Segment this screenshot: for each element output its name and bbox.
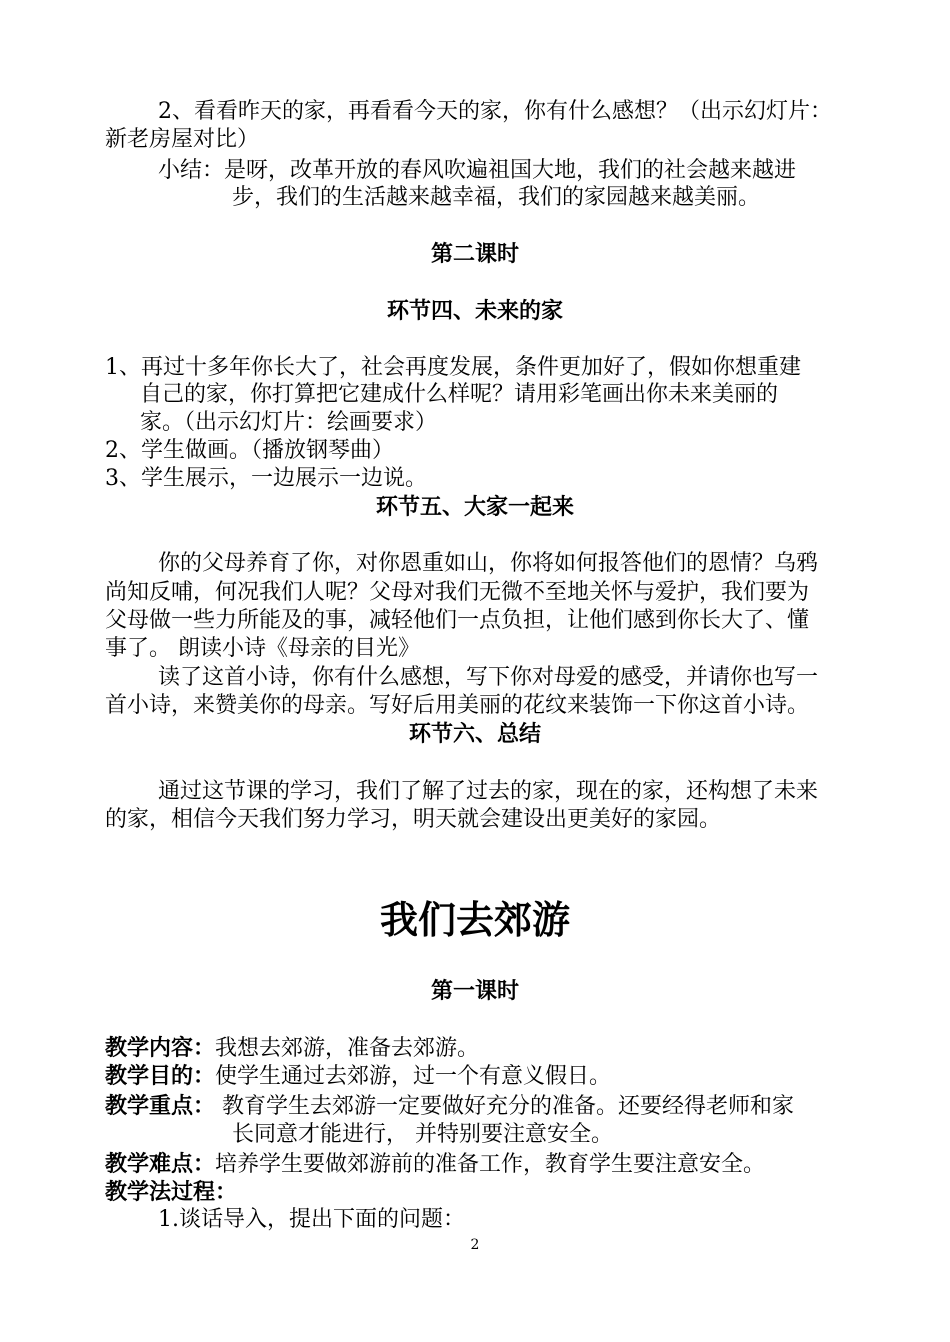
plan-key-label: 教学重点： — [105, 1093, 216, 1119]
paragraph-line: 2、看看昨天的家，再看看今天的家，你有什么感想？（出示幻灯片： — [158, 99, 832, 124]
plan-difficulty-row — [105, 1149, 765, 1180]
plan-goal-text: 使学生通过去郊游，过一个有意义假日。 — [215, 1064, 612, 1089]
plan-process-label: 教学法过程： — [105, 1179, 238, 1205]
lesson-title: 我们去郊游 — [379, 897, 570, 942]
plan-content-label: 教学内容： — [105, 1035, 216, 1061]
paragraph-line: 新老房屋对比） — [105, 127, 260, 152]
lesson-one-heading: 第一课时 — [430, 978, 519, 1004]
plan-key-text: 教育学生去郊游一定要做好充分的准备。还要经得老师和家 — [215, 1094, 795, 1119]
list-item-line: 家。（出示幻灯片：绘画要求） — [140, 410, 438, 435]
list-item: 3、学生展示，一边展示一边说。 — [105, 466, 427, 491]
plan-goal-label: 教学目的： — [105, 1063, 216, 1089]
plan-difficulty-text: 培养学生要做郊游前的准备工作，教育学生要注意安全。 — [215, 1152, 766, 1177]
paragraph-line: 读了这首小诗，你有什么感想，写下你对母爱的感受，并请你也写一 — [158, 665, 819, 690]
paragraph-line: 通过这节课的学习，我们了解了过去的家，现在的家，还构想了未来 — [158, 779, 819, 804]
page-number: 2 — [470, 1237, 480, 1253]
plan-process-item: 1.谈话导入，提出下面的问题： — [158, 1207, 465, 1232]
plan-content-text: 我想去郊游，准备去郊游。 — [215, 1036, 480, 1061]
plan-content-row — [105, 1033, 479, 1064]
plan-difficulty-label: 教学难点： — [105, 1151, 216, 1177]
summary-line: 小结：是呀，改革开放的春风吹遍祖国大地，我们的社会越来越进 — [158, 158, 797, 183]
plan-key-text-continued: 长同意才能进行， 并特别要注意安全。 — [232, 1122, 613, 1147]
paragraph-line: 的家，相信今天我们努力学习，明天就会建设出更美好的家园。 — [105, 807, 722, 832]
list-item-line: 1、再过十多年你长大了，社会再度发展，条件更加好了，假如你想重建 — [105, 355, 801, 380]
summary-line: 步，我们的生活越来越幸福，我们的家园越来越美丽。 — [232, 185, 761, 210]
list-item-line: 自己的家，你打算把它建成什么样呢？请用彩笔画出你未来美丽的 — [140, 382, 779, 407]
list-item: 2、学生做画。（播放钢琴曲） — [105, 438, 394, 463]
paragraph-line: 你的父母养育了你，对你恩重如山，你将如何报答他们的恩情？乌鸦 — [158, 551, 819, 576]
paragraph-line: 父母做一些力所能及的事，减轻他们一点负担，让他们感到你长大了、懂 — [105, 608, 810, 633]
plan-key-row — [105, 1091, 794, 1122]
paragraph-line: 事了。 朗读小诗《母亲的目光》 — [105, 636, 420, 661]
paragraph-line: 首小诗，来赞美你的母亲。写好后用美丽的花纹来装饰一下你这首小诗。 — [105, 693, 810, 718]
paragraph-line: 尚知反哺，何况我们人呢？父母对我们无微不至地关怀与爱护，我们要为 — [105, 580, 810, 605]
part-five-heading: 环节五、大家一起来 — [375, 494, 574, 520]
lesson-two-heading: 第二课时 — [430, 241, 519, 267]
part-four-heading: 环节四、未来的家 — [386, 298, 563, 324]
part-six-heading: 环节六、总结 — [408, 721, 541, 747]
plan-process-row — [105, 1177, 237, 1208]
plan-goal-row — [105, 1061, 611, 1092]
